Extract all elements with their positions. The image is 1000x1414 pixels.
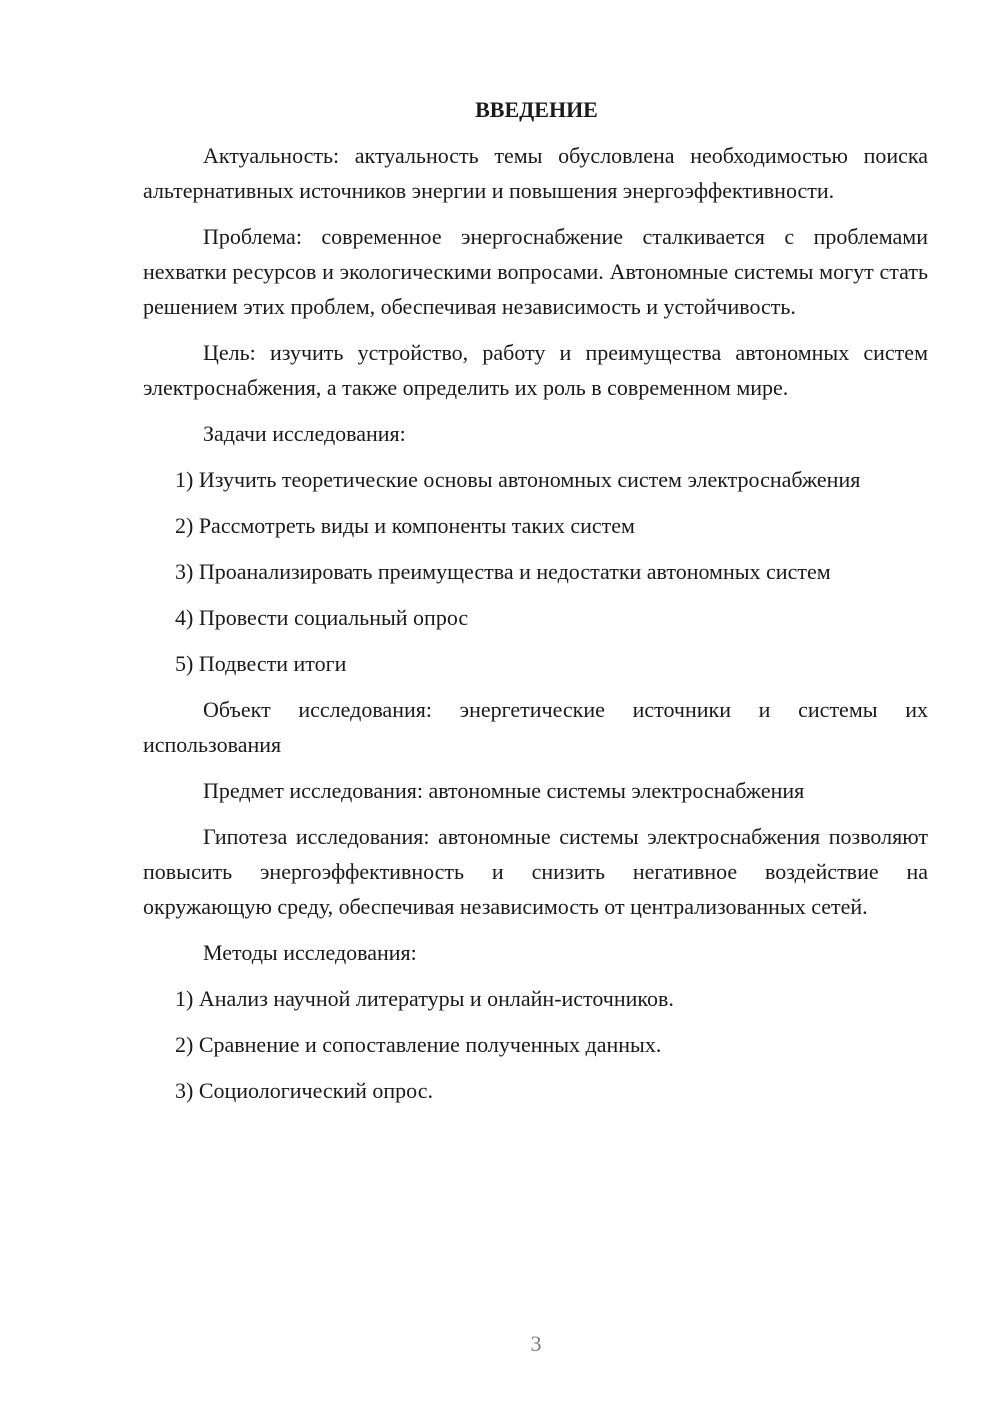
task-item-3: 3) Проанализировать преимущества и недостатки автономных систем <box>175 559 831 584</box>
methods-heading: Методы исследования: <box>203 940 417 965</box>
task-item-5: 5) Подвести итоги <box>175 651 347 676</box>
task-item-2: 2) Рассмотреть виды и компоненты таких систем <box>175 513 635 538</box>
problem-paragraph: Проблема: современное энергоснабжение сталкивается с проблемами нехватки ресурсов и экологическими вопросами. Автономные системы могут стать решением этих проблем, обеспечивая независимость и устойчивость. <box>143 224 928 319</box>
hypothesis-paragraph: Гипотеза исследования: автономные системы электроснабжения позволяют повысить энергоэффективность и снизить негативное воздействие на окружающую среду, обеспечивая независимость от централизованных сетей. <box>143 824 928 919</box>
page-number: 3 <box>530 1331 542 1356</box>
page-content <box>143 92 928 1119</box>
relevance-paragraph: Актуальность: актуальность темы обусловлена необходимостью поиска альтернативных источников энергии и повышения энергоэффективности. <box>143 143 928 203</box>
tasks-heading: Задачи исследования: <box>203 421 406 446</box>
method-item-2: 2) Сравнение и сопоставление полученных данных. <box>175 1032 662 1057</box>
task-item-4: 4) Провести социальный опрос <box>175 605 469 630</box>
method-item-3: 3) Социологический опрос. <box>175 1078 433 1103</box>
object-paragraph: Объект исследования: энергетические источники и системы их использования <box>143 697 928 757</box>
subject-paragraph: Предмет исследования: автономные системы электроснабжения <box>203 778 805 803</box>
method-item-1: 1) Анализ научной литературы и онлайн-источников. <box>175 986 674 1011</box>
goal-paragraph: Цель: изучить устройство, работу и преимущества автономных систем электроснабжения, а также определить их роль в современном мире. <box>143 340 928 400</box>
task-item-1: 1) Изучить теоретические основы автономных систем электроснабжения <box>175 467 861 492</box>
section-title: ВВЕДЕНИЕ <box>475 97 598 122</box>
